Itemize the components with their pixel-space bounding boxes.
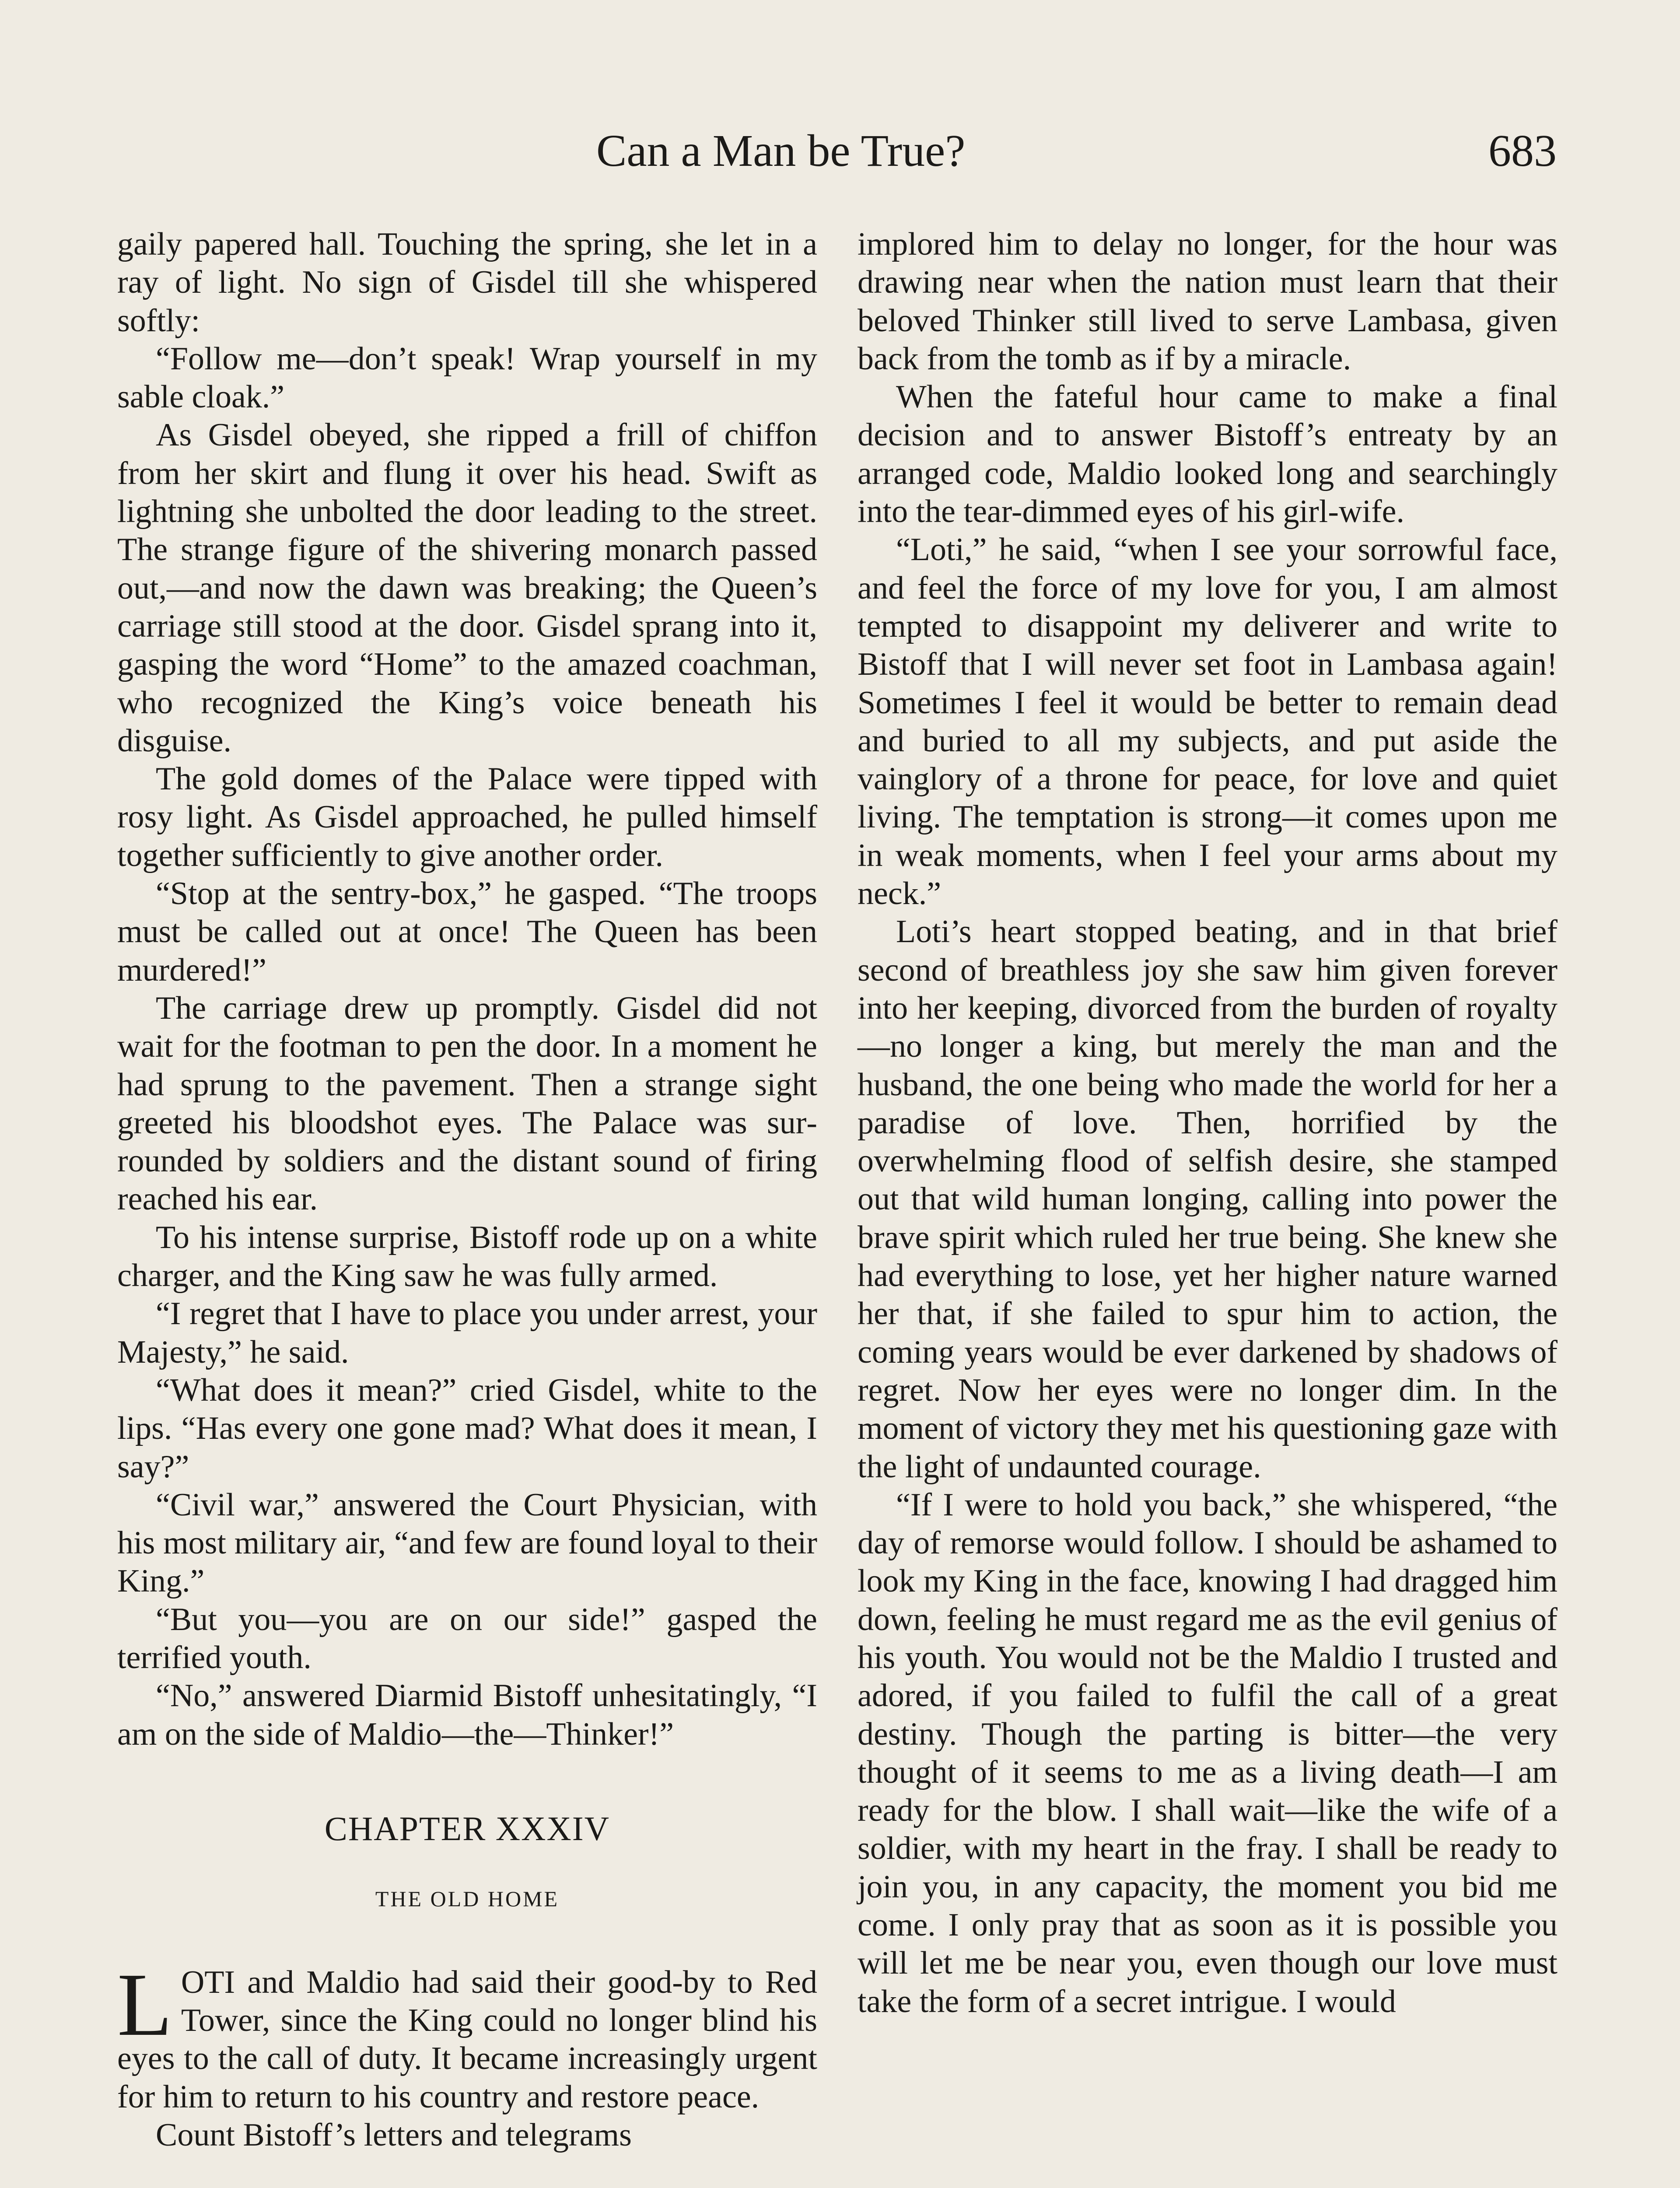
chapter-subtitle: THE OLD HOME xyxy=(375,1886,560,1911)
drop-cap: L xyxy=(117,1954,172,2055)
right-column xyxy=(858,225,1558,2021)
paragraph: The gold domes of the Palace were tipped with rosy light. As Gisdel approached, he pulled himself together sufficiently to give another order. xyxy=(117,761,817,873)
paragraph: “No,” answered Diarmid Bistoff unhesitatingly, “I am on the side of Maldio—the—Thinker!” xyxy=(117,1678,817,1752)
chapter-first-paragraph xyxy=(117,1954,817,2116)
page-number: 683 xyxy=(1488,126,1557,176)
paragraph: gaily papered hall. Touching the spring, she let in a ray of light. No sign of Gisdel till she whispered softly: xyxy=(117,226,817,339)
paragraph: “If I were to hold you back,” she whispered, “the day of remorse would follow. I should be ashamed to look my King in the face, knowing I had dragged him down, feeling he must regard me as the evil genius of his youth. You would not be the Maldio I trusted and adored, if you failed to fulfil the call of a great destiny. Though the parting is bitter—the very thought of it seems to me as a living death—I am ready for the blow. I shall wait—like the wife of a soldier, with my heart in the fray. I shall be ready to join you, in any capacity, the moment you bid me come. I only pray that as soon as it is possible you will let me be near you, even though our love must take the form of a secret intrigue. I would xyxy=(858,1487,1558,2020)
paragraph: implored him to delay no longer, for the hour was drawing near when the nation must learn that their beloved Thinker still lived to serve Lambasa, given back from the tomb as if by a miracle. xyxy=(858,226,1558,377)
paragraph: Count Bistoff’s letters and telegrams xyxy=(156,2117,632,2153)
paragraph: “What does it mean?” cried Gisdel, white to the lips. “Has every one gone mad? What does it mean, I say?” xyxy=(117,1372,817,1485)
left-column xyxy=(117,225,817,2154)
paragraph: When the fateful hour came to make a final decision and to answer Bistoff’s entreaty by an arranged code, Maldio looked long and searchingly into the tear-dimmed eyes of his girl-wife. xyxy=(858,379,1558,530)
paragraph: “Loti,” he said, “when I see your sorrowful face, and feel the force of my love for you, I am almost tempted to disappoint my deliverer and write to Bistoff that I will never set foot in Lambasa again! Sometimes I feel it would be better to remain dead and buried to all my subjects, and put aside the vainglory of a throne for peace, for love and quiet living. The temptation is strong—it comes upon me in weak moments, when I feel your arms about my neck.” xyxy=(858,532,1558,912)
paragraph: To his intense surprise, Bistoff rode up on a white charger, and the King saw he was fully armed. xyxy=(117,1219,817,1294)
paragraph: As Gisdel obeyed, she ripped a frill of chiffon from her skirt and flung it over his head. Swift as lightning she unbolted the door leading to the street. The strange figure of the shivering monarch passed out,—and now the dawn was breaking; the Queen’s carriage still stood at the door. Gisdel sprang into it, gasping the word “Home” to the amazed coachman, who recognized the King’s voice beneath his disguise. xyxy=(117,417,817,759)
page-header xyxy=(117,118,1557,184)
chapter-heading: CHAPTER XXXIV xyxy=(324,1809,610,1848)
paragraph: “But you—you are on our side!” gasped the terrified youth. xyxy=(117,1601,817,1676)
paragraph: Loti’s heart stopped beating, and in that brief second of breathless joy she saw him given forever into her keeping, divorced from the burden of royalty—no longer a king, but merely the man and the husband, the one being who made the world for her a paradise of love. Then, horrified by the overwhelming flood of selfish desire, she stamped out that wild human longing, calling into power the brave spirit which ruled her true being. She knew she had everything to lose, yet her higher nature warned her that, if she failed to spur him to action, the coming years would be ever darkened by shadows of regret. Now her eyes were no longer dim. In the moment of victory they met his questioning gaze with the light of undaunted courage. xyxy=(858,914,1558,1485)
paragraph: “Stop at the sentry-box,” he gasped. “The troops must be called out at once! The Queen has been murdered!” xyxy=(117,876,817,988)
paragraph: “Follow me—don’t speak! Wrap yourself in my sable cloak.” xyxy=(117,340,817,415)
paragraph: The carriage drew up promptly. Gisdel did not wait for the footman to pen the door. In a moment he had sprung to the pavement. Then a strange sight greeted his bloodshot eyes. The Palace was surrounded by soldiers and the distant sound of firing reached his ear. xyxy=(117,990,817,1217)
paragraph: “Civil war,” answered the Court Physician, with his most military air, “and few are found loyal to their King.” xyxy=(117,1487,817,1599)
chapter-first-paragraph-text: OTI and Maldio had said their good-by to Red Tower, since the King could no longer blind his eyes to the call of duty. It became increasingly urgent for him to return to his country and restore peace. xyxy=(117,1964,817,2115)
paragraph: “I regret that I have to place you under arrest, your Majesty,” he said. xyxy=(117,1296,817,1370)
running-title: Can a Man be True? xyxy=(596,126,966,176)
